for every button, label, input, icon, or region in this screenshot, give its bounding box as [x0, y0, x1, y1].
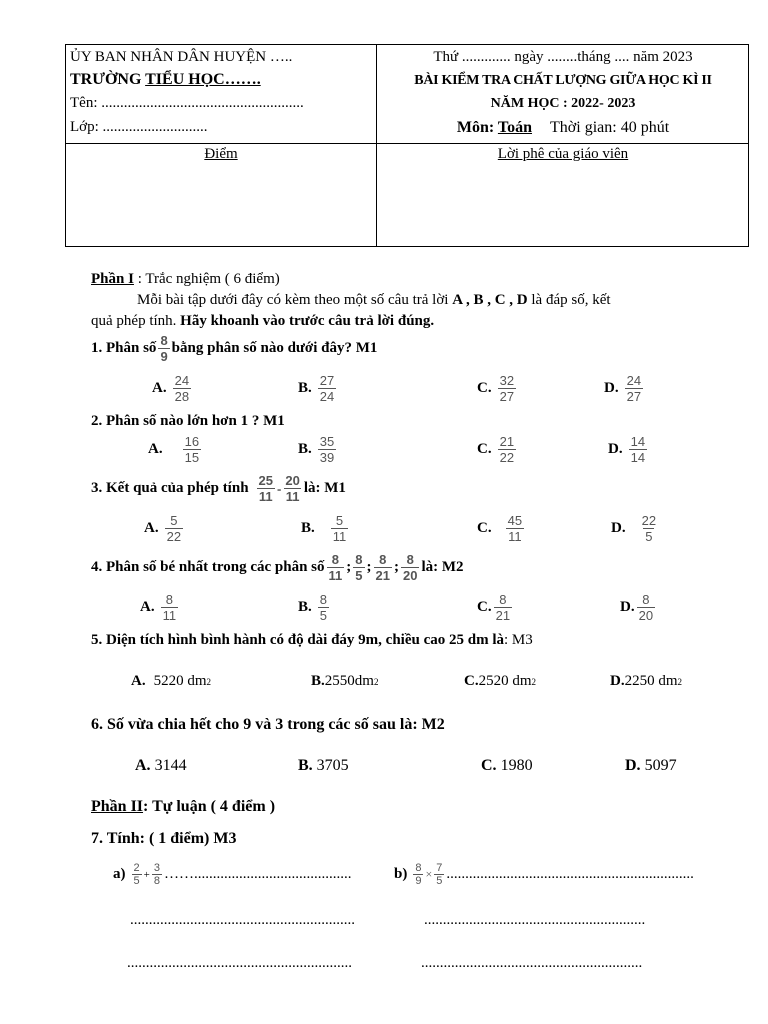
- part-a-label: a): [113, 866, 126, 882]
- part-b-label: b): [394, 866, 408, 882]
- numerator: 24: [174, 373, 190, 388]
- answer-line[interactable]: ............................................................: [130, 912, 355, 928]
- option-label: C.: [481, 757, 497, 774]
- option-label: D.: [611, 520, 626, 536]
- option-label: D.: [625, 757, 641, 774]
- option-value: 2520 dm: [478, 673, 532, 689]
- q7b-fraction-1: [413, 862, 423, 887]
- q3-option-d[interactable]: [611, 513, 660, 544]
- q1-option-c[interactable]: [477, 373, 518, 404]
- part2-title-label: Phần II: [91, 798, 144, 815]
- subject: Toán: [497, 119, 533, 136]
- q3-text: 3. Kết quả của phép tính: [91, 480, 249, 496]
- q5-option-c[interactable]: [464, 673, 536, 690]
- q7-part-a: [113, 862, 351, 887]
- denominator: 20: [402, 568, 418, 583]
- q4-fraction-1: [327, 552, 345, 583]
- option-value: 2250 dm: [624, 673, 678, 689]
- option-value: 5097: [644, 757, 677, 774]
- option-label: A.: [135, 757, 151, 774]
- subject-label: Môn:: [456, 119, 498, 136]
- exam-time: Thời gian: 40 phút: [550, 119, 670, 136]
- q4-fraction-3: [374, 552, 392, 583]
- table-divider: [66, 143, 748, 144]
- option-fraction: [494, 592, 512, 623]
- denominator: 8: [153, 875, 160, 887]
- q5-option-a[interactable]: [131, 673, 211, 690]
- answer-line[interactable]: ............................................................: [127, 955, 352, 971]
- q4-option-c[interactable]: [477, 592, 514, 623]
- denominator: 22: [499, 450, 515, 465]
- q2-option-d[interactable]: [608, 434, 649, 465]
- numerator: 8: [355, 552, 363, 567]
- option-label: D.: [608, 441, 623, 457]
- part2-title: [91, 798, 275, 816]
- option-label: C.: [477, 441, 492, 457]
- option-fraction: [318, 373, 336, 404]
- q5-text-rest: : M3: [504, 632, 533, 648]
- q2-option-c[interactable]: [477, 434, 518, 465]
- numerator: 20: [285, 473, 300, 488]
- numerator: 22: [641, 513, 657, 528]
- numerator: 5: [335, 513, 344, 528]
- instr-text-3: quả phép tính.: [91, 313, 181, 329]
- option-label: B.: [298, 599, 312, 615]
- q3-fraction-2: [283, 473, 301, 504]
- numerator: 35: [319, 434, 335, 449]
- q7a-fraction-1: [132, 862, 142, 887]
- part1-instruction-2: [91, 313, 434, 330]
- council-name: ỦY BAN NHÂN DÂN HUYỆN …..: [70, 49, 293, 65]
- q6-option-a[interactable]: [135, 757, 187, 775]
- school-year: NĂM HỌC : 2022- 2023: [490, 96, 636, 111]
- option-value: 1980: [500, 757, 533, 774]
- numerator: 2: [133, 862, 140, 874]
- numerator: 8: [642, 592, 650, 607]
- q1-option-d[interactable]: [604, 373, 645, 404]
- option-label: D.: [620, 599, 635, 615]
- subject-line: [376, 119, 750, 137]
- denominator: 9: [415, 875, 422, 887]
- numerator: 8: [331, 552, 340, 567]
- denominator: 11: [328, 568, 343, 583]
- question-5: [91, 632, 533, 649]
- denominator: 5: [645, 529, 653, 544]
- q5-option-d[interactable]: [610, 673, 682, 690]
- part1-instruction: [137, 292, 611, 309]
- denominator: 39: [319, 450, 335, 465]
- numerator: 25: [258, 473, 274, 488]
- numerator: 24: [626, 373, 642, 388]
- option-fraction: [498, 434, 516, 465]
- numerator: 32: [499, 373, 515, 388]
- option-label: A.: [144, 520, 159, 536]
- option-label: D.: [610, 673, 625, 689]
- part1-title-rest: : Trắc nghiệm ( 6 điểm): [133, 271, 280, 287]
- numerator: 3: [153, 862, 160, 874]
- exponent: 2: [206, 676, 212, 687]
- q5-text: 5. Diện tích hình bình hành có độ dài đáy 9m, chiều cao 25 dm là: [91, 632, 505, 648]
- option-fraction: [498, 373, 516, 404]
- answer-line-b[interactable]: ..................................................................: [446, 866, 694, 882]
- option-fraction: [318, 434, 336, 465]
- q4-text-post: là: M2: [421, 559, 464, 575]
- numerator: 8: [160, 333, 168, 348]
- part2-title-rest: : Tự luận ( 4 điểm ): [143, 798, 276, 815]
- student-name-field: Tên: ......................................................: [70, 95, 304, 111]
- q2-option-a[interactable]: [148, 434, 203, 465]
- q3-option-c[interactable]: [477, 513, 526, 544]
- denominator: 24: [319, 389, 335, 404]
- option-label: A.: [152, 380, 167, 396]
- option-label: C.: [464, 673, 479, 689]
- q3-text-post: là: M1: [303, 480, 346, 496]
- option-label: C.: [477, 599, 492, 615]
- exam-title: BÀI KIỂM TRA CHẤT LƯỢNG GIỮA HỌC KÌ II: [414, 73, 712, 88]
- option-fraction: [165, 513, 183, 544]
- denominator: 11: [332, 529, 347, 544]
- denominator: 21: [375, 568, 390, 583]
- numerator: 8: [165, 592, 173, 607]
- option-fraction: [183, 434, 201, 465]
- option-label: B.: [301, 520, 315, 536]
- school-prefix: TRƯỜNG: [70, 71, 146, 88]
- minus-sign: -: [277, 480, 282, 496]
- exponent: 2: [531, 676, 537, 687]
- instr-letters: A , B , C , D: [452, 292, 528, 308]
- q1-option-b[interactable]: [298, 373, 338, 404]
- q5-option-b[interactable]: [311, 673, 378, 690]
- q6-option-b[interactable]: [298, 757, 349, 775]
- denominator: 21: [495, 608, 511, 623]
- times-sign: ×: [425, 867, 433, 881]
- question-1: [91, 333, 377, 364]
- school-name-text: TIỂU HỌC…….: [145, 71, 261, 88]
- q4-option-b[interactable]: [298, 592, 331, 623]
- denominator: 27: [499, 389, 515, 404]
- q4-text: 4. Phân số bé nhất trong các phân số: [91, 559, 325, 575]
- numerator: 8: [415, 862, 422, 874]
- q1-fraction: [158, 333, 169, 364]
- option-fraction: [640, 513, 658, 544]
- numerator: 8: [499, 592, 507, 607]
- score-label: Điểm: [204, 146, 238, 162]
- instr-text-2: là đáp số, kết: [527, 292, 611, 308]
- option-label: A.: [148, 441, 163, 457]
- denominator: 5: [355, 568, 363, 583]
- q7a-fraction-2: [152, 862, 162, 887]
- denominator: 11: [258, 489, 273, 504]
- denominator: 11: [285, 489, 300, 504]
- option-label: B.: [311, 673, 325, 689]
- numerator: 14: [630, 434, 646, 449]
- option-label: B.: [298, 380, 312, 396]
- school-name: [70, 71, 261, 89]
- student-class-field: Lớp: ............................: [70, 119, 208, 135]
- option-fraction: [173, 373, 191, 404]
- numerator: 16: [184, 434, 200, 449]
- question-4: [91, 552, 464, 583]
- denominator: 22: [166, 529, 182, 544]
- denominator: 5: [133, 875, 140, 887]
- part1-title: [91, 271, 280, 288]
- header-table: [65, 44, 749, 247]
- separator: ;: [393, 559, 399, 575]
- denominator: 27: [626, 389, 642, 404]
- question-2: 2. Phân số nào lớn hơn 1 ? M1: [91, 413, 285, 429]
- q4-fraction-4: [401, 552, 419, 583]
- question-3: [91, 473, 346, 504]
- instr-text: Mỗi bài tập dưới đây có kèm theo một số câu trả lời: [137, 292, 453, 308]
- option-label: B.: [298, 441, 312, 457]
- q1-text-post: bằng phân số nào dưới đây? M1: [171, 340, 378, 356]
- denominator: 15: [184, 450, 200, 465]
- comment-label: Lời phê của giáo viên: [497, 146, 629, 162]
- denominator: 14: [630, 450, 646, 465]
- option-value: 3705: [316, 757, 349, 774]
- q4-option-d[interactable]: [620, 592, 657, 623]
- q3-option-a[interactable]: [144, 513, 185, 544]
- q6-option-d[interactable]: [625, 757, 677, 775]
- q7b-fraction-2: [434, 862, 444, 887]
- numerator: 45: [507, 513, 523, 528]
- option-fraction: [331, 513, 349, 544]
- denominator: 11: [508, 529, 522, 544]
- option-label: A.: [140, 599, 155, 615]
- answer-line-a[interactable]: ……..........................................: [163, 866, 352, 882]
- answer-line[interactable]: ...........................................................: [424, 912, 646, 928]
- option-value: 3144: [154, 757, 187, 774]
- q3-fraction-1: [257, 473, 275, 504]
- q4-option-a[interactable]: [140, 592, 180, 623]
- exponent: 2: [373, 676, 379, 687]
- question-7: 7. Tính: ( 1 điểm) M3: [91, 830, 237, 847]
- option-value: 5220 dm: [153, 673, 207, 689]
- exponent: 2: [677, 676, 683, 687]
- option-fraction: [318, 592, 329, 623]
- option-fraction: [625, 373, 643, 404]
- answer-line[interactable]: ...........................................................: [421, 955, 643, 971]
- part1-title-label: Phần I: [91, 271, 134, 287]
- option-label: C.: [477, 380, 492, 396]
- option-fraction: [637, 592, 655, 623]
- q2-option-b[interactable]: [298, 434, 338, 465]
- numerator: 27: [319, 373, 335, 388]
- numerator: 8: [406, 552, 414, 567]
- numerator: 5: [170, 513, 178, 528]
- q4-fraction-2: [353, 552, 364, 583]
- date-line: Thứ ............. ngày ........tháng .... năm 2023: [433, 49, 693, 65]
- denominator: 9: [160, 349, 168, 364]
- option-fraction: [629, 434, 647, 465]
- instr-bold: Hãy khoanh vào trước câu trả lời đúng.: [180, 313, 435, 329]
- option-label: D.: [604, 380, 619, 396]
- q6-option-c[interactable]: [481, 757, 533, 775]
- numerator: 7: [436, 862, 443, 874]
- option-label: C.: [477, 520, 492, 536]
- separator: ;: [346, 559, 352, 575]
- numerator: 8: [319, 592, 327, 607]
- option-fraction: [506, 513, 524, 544]
- numerator: 21: [499, 434, 515, 449]
- denominator: 28: [174, 389, 190, 404]
- option-value: 2550dm: [324, 673, 374, 689]
- q1-option-a[interactable]: [152, 373, 193, 404]
- question-6: 6. Số vừa chia hết cho 9 và 3 trong các số sau là: M2: [91, 716, 445, 733]
- denominator: 11: [162, 608, 177, 623]
- q1-text: 1. Phân số: [91, 340, 157, 356]
- numerator: 8: [379, 552, 387, 567]
- option-label: A.: [131, 673, 146, 689]
- q3-option-b[interactable]: [301, 513, 350, 544]
- denominator: 5: [319, 608, 327, 623]
- plus-sign: +: [143, 868, 150, 881]
- denominator: 20: [638, 608, 654, 623]
- separator: ;: [366, 559, 372, 575]
- q7-part-b: [394, 862, 694, 887]
- option-label: B.: [298, 757, 313, 774]
- option-fraction: [161, 592, 179, 623]
- denominator: 5: [436, 875, 443, 887]
